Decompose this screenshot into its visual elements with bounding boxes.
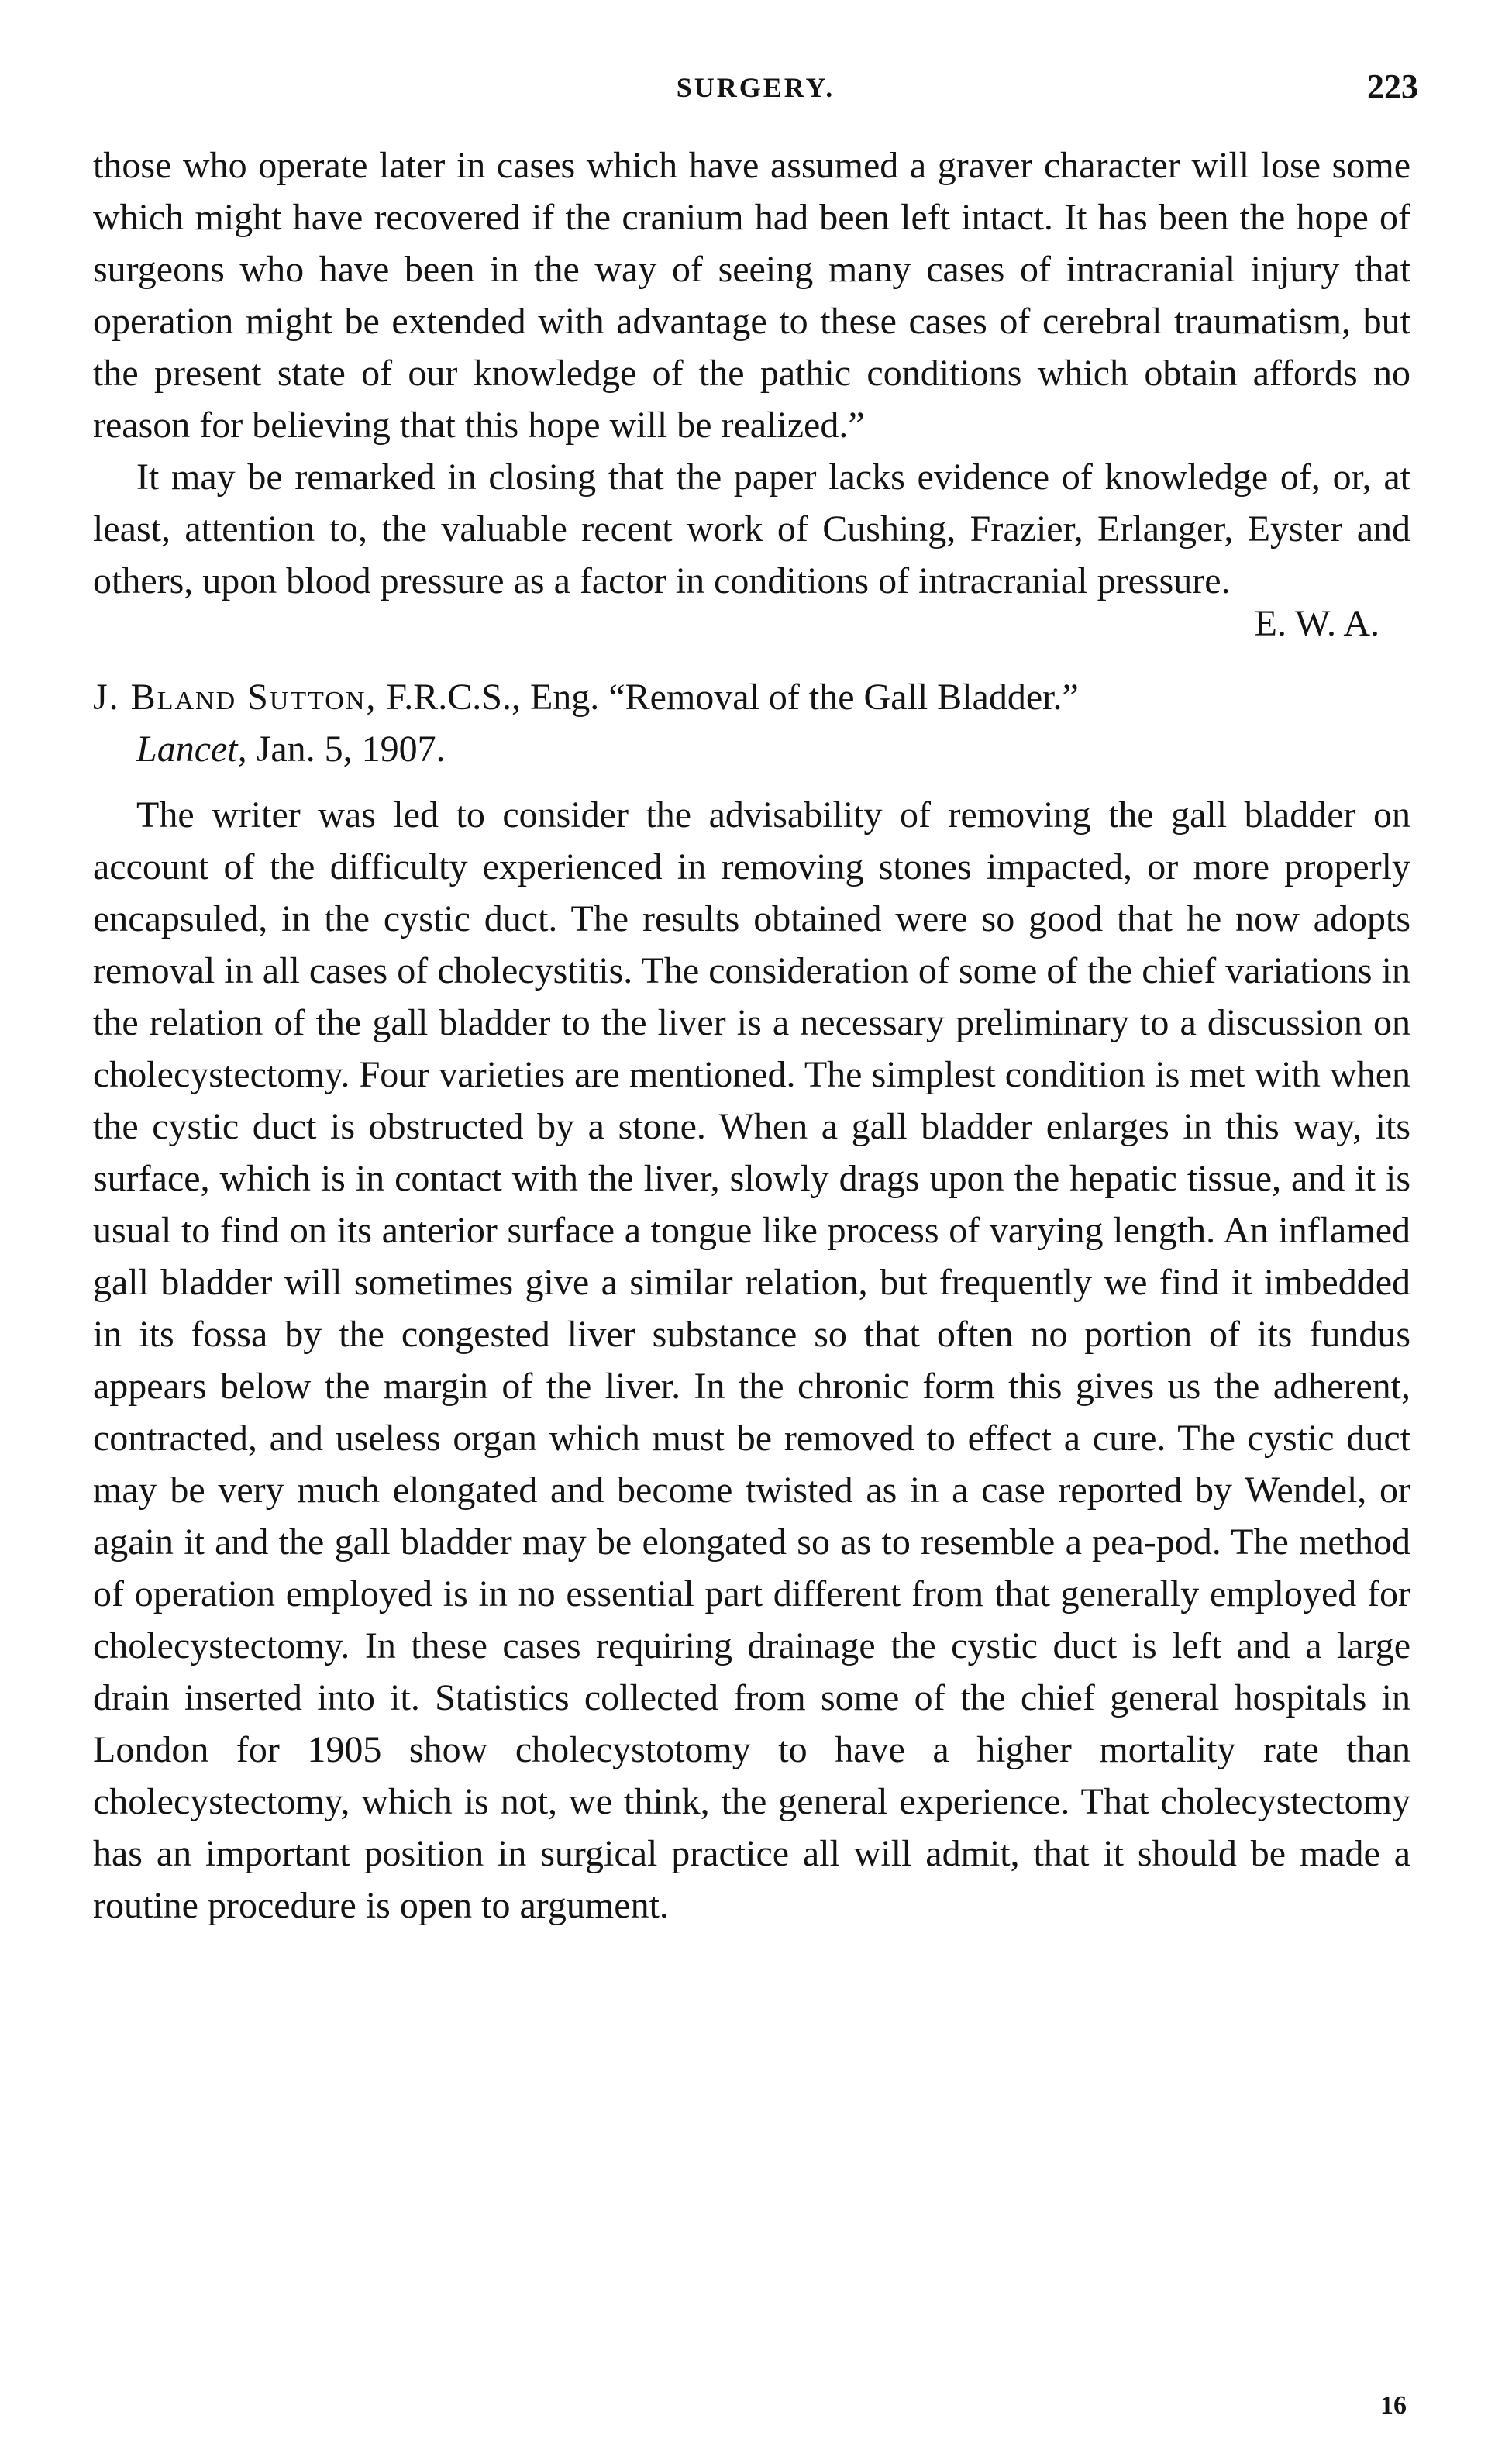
citation-title: “Removal of the Gall Bladder.” bbox=[608, 677, 1079, 718]
closing-remark-paragraph: It may be remarked in closing that the paper lacks evidence of knowledge of, or, at least, attention to, the valuable recent work of Cushing, Frazier, Erlanger, Eyster and others, upon blood pressure as a factor in conditions of intracranial pressure. bbox=[93, 457, 1410, 601]
article-summary-paragraph: The writer was led to consider the advisability of removing the gall bladder on account of the difficulty experienced in removing stones impacted, or more properly encapsuled, in the cystic duct. The results obtained were so good that he now adopts removal in all cases of cholecystitis. The consideration of some of the chief variations in the relation of the gall bladder to the liver is a necessary preliminary to a discussion on cholecystectomy. Four varieties are mentioned. The simplest condition is met with when the cystic duct is obstructed by a stone. When a gall bladder enlarges in this way, its surface, which is in contact with the liver, slowly drags upon the hepatic tissue, and it is usual to find on its anterior surface a tongue like process of varying length. An inflamed gall bladder will sometimes give a similar relation, but frequently we find it imbedded in its fossa by the congested liver substance so that often no portion of its fundus appears below the margin of the liver. In the chronic form this gives us the adherent, contracted, and useless organ which must be removed to effect a cure. The cystic duct may be very much elongated and become twisted as in a case reported by Wendel, or again it and the gall bladder may be elongated so as to resemble a pea-pod. The method of operation employed is in no essential part different from that generally employed for cholecystectomy. In these cases requiring drainage the cystic duct is left and a large drain inserted into it. Statistics collected from some of the chief general hospitals in London for 1905 show cholecystotomy to have a higher mortality rate than cholecystectomy, which is not, we think, the general experience. That cholecystectomy has an important position in surgical practice all will admit, that it should be made a routine procedure is open to argument. bbox=[93, 794, 1410, 1926]
article-citation bbox=[93, 671, 1410, 775]
running-head bbox=[93, 67, 1418, 118]
body-text bbox=[93, 140, 1410, 1931]
page-number: 223 bbox=[1367, 67, 1418, 105]
continuation-paragraph: those who operate later in cases which have assumed a graver character will lose some which might have recovered if the cranium had been left intact. It has been the hope of surgeons who have been in the way of seeing many cases of intracranial injury that operation might be extended with advantage to these cases of cerebral traumatism, but the present state of our knowledge of the pathic conditions which obtain affords no reason for believing that this hope will be realized.” bbox=[93, 145, 1410, 446]
citation-first-line bbox=[93, 671, 1410, 723]
citation-date: Jan. 5, 1907. bbox=[256, 729, 446, 770]
reviewer-initials: E. W. A. bbox=[1254, 603, 1379, 644]
running-title: SURGERY. bbox=[676, 72, 835, 103]
citation-journal: Lancet, bbox=[136, 729, 247, 770]
printer-signature-mark: 16 bbox=[1380, 2391, 1407, 2420]
citation-author: J. Bland Sutton, bbox=[93, 677, 377, 718]
citation-credentials: F.R.C.S., Eng. bbox=[386, 677, 600, 718]
citation-second-line bbox=[93, 723, 1410, 775]
